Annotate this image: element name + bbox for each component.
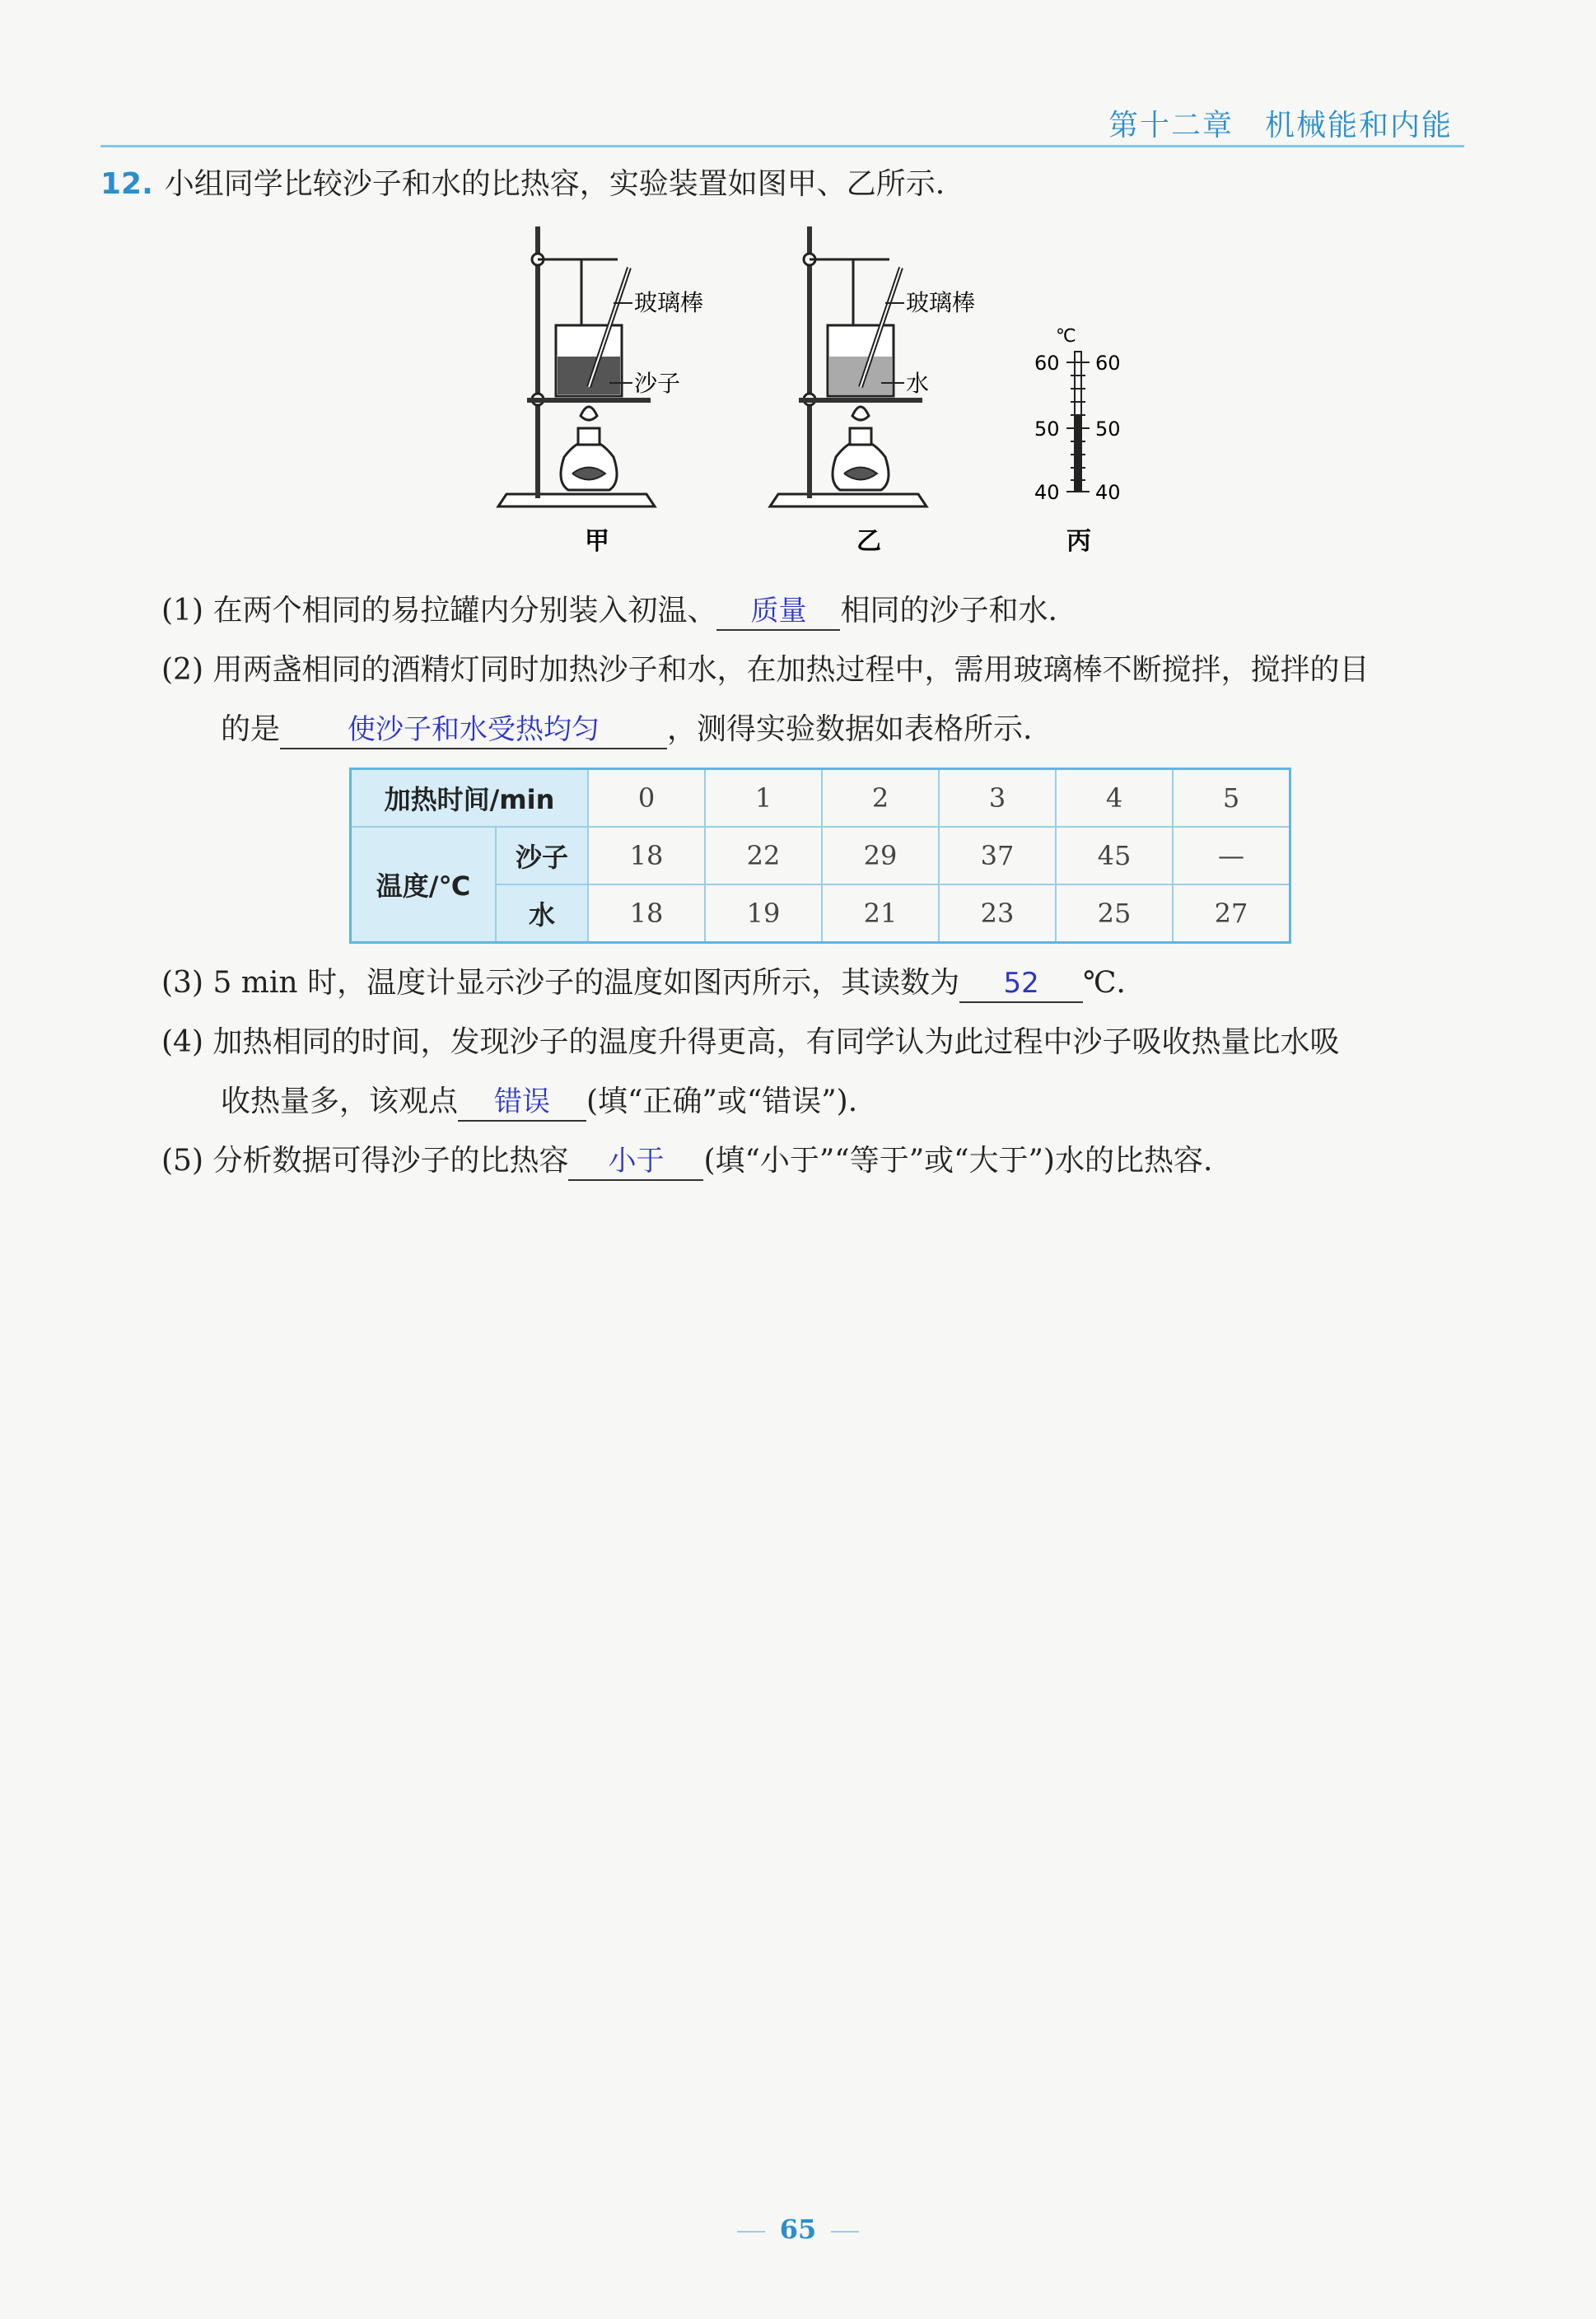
question-stem [100, 165, 945, 204]
page-number [0, 2214, 1596, 2245]
thermo-40-right: 40 [1095, 481, 1121, 504]
part-5-suffix: (填“小于”“等于”或“大于”)水的比热容. [703, 1144, 1213, 1178]
part-3-suffix: ℃. [1083, 966, 1126, 1000]
sand-cell: 45 [1056, 827, 1173, 884]
apparatus-jia [498, 226, 655, 506]
part-5-answer: 小于 [568, 1145, 703, 1181]
page-header [100, 91, 1464, 147]
page-number-dash-right [831, 2231, 859, 2233]
caption-yi: 乙 [856, 527, 881, 556]
rod-label-yi: 玻璃棒 [906, 289, 976, 316]
time-cell: 4 [1056, 769, 1173, 828]
page-number-text: 65 [779, 2214, 817, 2245]
sand-cell: 29 [822, 827, 939, 884]
apparatus-yi [770, 226, 926, 506]
caption-bing: 丙 [1066, 527, 1091, 556]
caption-jia: 甲 [585, 527, 609, 556]
part-2-prefix: 的是 [221, 712, 281, 746]
part-1 [161, 591, 1057, 631]
part-4-prefix: 收热量多，该观点 [221, 1085, 459, 1118]
part-4-line2 [221, 1082, 857, 1122]
water-cell: 23 [939, 884, 1056, 943]
sand-cell: 22 [705, 827, 822, 884]
sand-row-label: 沙子 [496, 827, 588, 884]
rod-label-jia: 玻璃棒 [634, 289, 704, 316]
sand-cell: 18 [588, 827, 705, 884]
sand-cell: — [1173, 827, 1290, 884]
thermo-unit: ℃ [1056, 326, 1076, 347]
part-2-line2 [221, 710, 1032, 749]
thermometer-bing [1066, 352, 1090, 492]
thermo-60-left: 60 [1034, 352, 1060, 375]
part-2-line1: (2) 用两盏相同的酒精灯同时加热沙子和水，在加热过程中，需用玻璃棒不断搅拌，搅拌的目 [161, 653, 1370, 687]
time-cell: 1 [705, 769, 822, 828]
water-cell: 21 [822, 884, 939, 943]
part-1-prefix: (1) 在两个相同的易拉罐内分别装入初温、 [161, 594, 717, 628]
water-label: 水 [906, 370, 930, 397]
water-cell: 25 [1056, 884, 1173, 943]
thermo-40-left: 40 [1034, 481, 1060, 504]
page-number-dash-left [737, 2231, 765, 2233]
water-cell: 19 [705, 884, 822, 943]
experiment-figure [486, 218, 1161, 564]
time-cell: 5 [1173, 769, 1290, 828]
thermo-60-right: 60 [1095, 352, 1121, 375]
thermo-50-left: 50 [1034, 418, 1060, 441]
sand-cell: 37 [939, 827, 1056, 884]
temp-header: 温度/℃ [351, 827, 497, 943]
time-cell: 0 [588, 769, 705, 828]
table-row-sand [351, 827, 1290, 884]
part-5-prefix: (5) 分析数据可得沙子的比热容 [161, 1144, 569, 1178]
part-2-answer: 使沙子和水受热均匀 [280, 713, 667, 749]
question-text: 小组同学比较沙子和水的比热容，实验装置如图甲、乙所示. [164, 167, 945, 201]
part-4-suffix: (填“正确”或“错误”). [586, 1085, 858, 1118]
part-5 [161, 1141, 1212, 1181]
water-cell: 18 [588, 884, 705, 943]
part-4-line1: (4) 加热相同的时间，发现沙子的温度升得更高，有同学认为此过程中沙子吸收热量比水吸 [161, 1025, 1340, 1059]
water-cell: 27 [1173, 884, 1290, 943]
thermo-50-right: 50 [1095, 418, 1121, 441]
part-3 [161, 964, 1126, 1003]
part-3-prefix: (3) 5 min 时，温度计显示沙子的温度如图丙所示，其读数为 [161, 966, 960, 1000]
time-cell: 2 [822, 769, 939, 828]
chapter-title: 第十二章 机械能和内能 [1108, 109, 1453, 142]
table-row-time [351, 769, 1290, 828]
data-table [349, 768, 1291, 944]
time-cell: 3 [939, 769, 1056, 828]
part-2-suffix: ，测得实验数据如表格所示. [667, 712, 1033, 746]
part-1-answer: 质量 [716, 595, 840, 631]
time-header: 加热时间/min [351, 769, 589, 828]
part-1-suffix: 相同的沙子和水. [840, 594, 1057, 628]
part-4-answer: 错误 [458, 1085, 586, 1122]
question-number: 12. [100, 167, 153, 201]
part-3-answer: 52 [959, 967, 1083, 1003]
water-row-label: 水 [496, 884, 588, 943]
sand-label: 沙子 [634, 370, 681, 397]
